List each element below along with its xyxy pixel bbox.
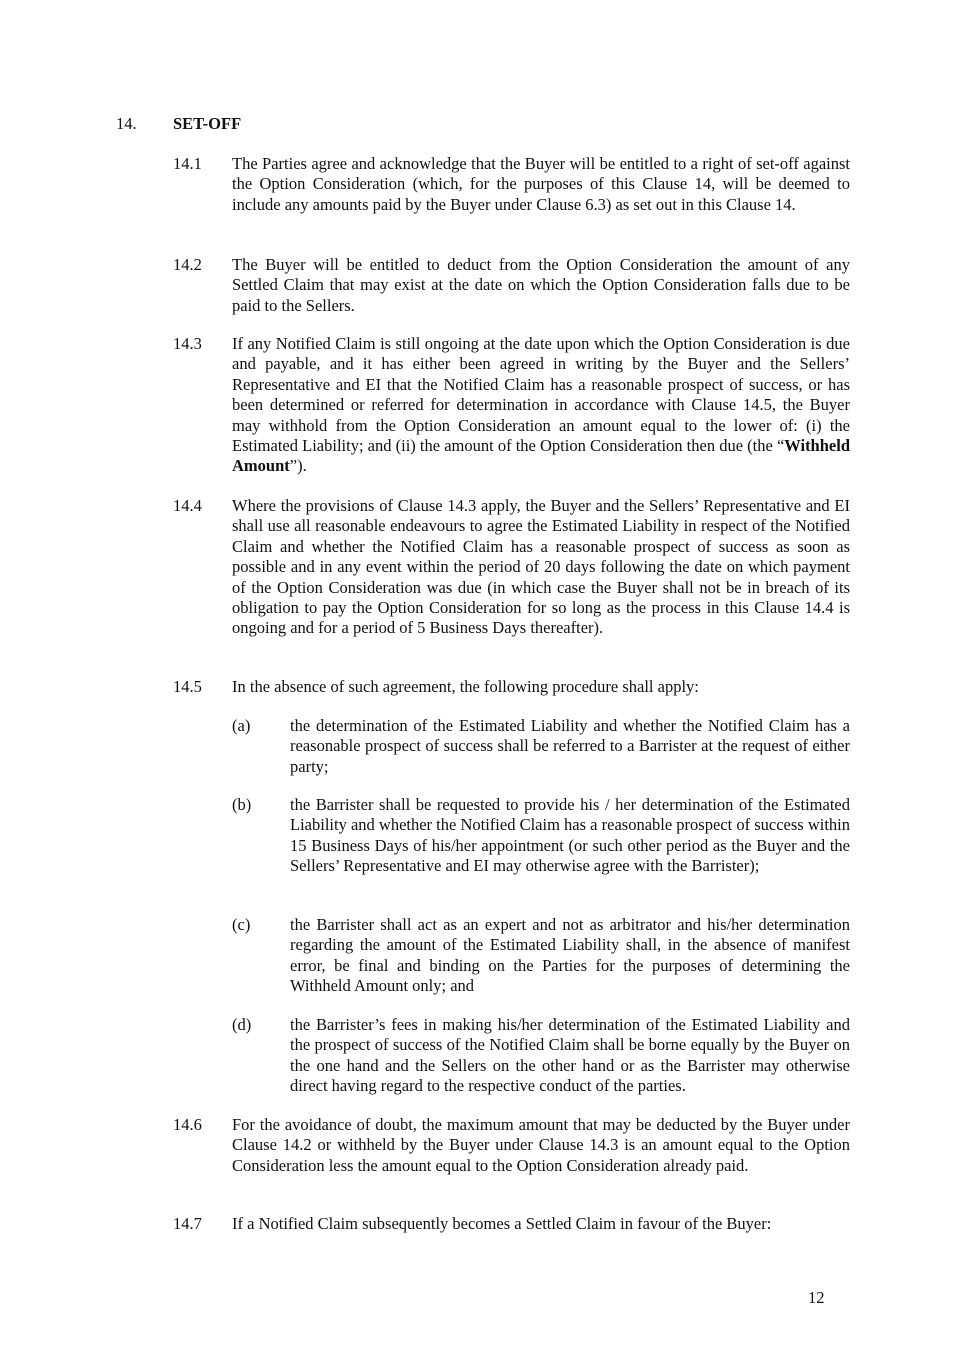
clause-14-2 [173,255,850,316]
clause-14-6 [173,1115,850,1176]
defined-term: Withheld Amount [232,436,850,476]
subclause-c [232,915,850,997]
clause-text-part: If any Notified Claim is still ongoing at the date upon which the Option Consideration is due and payable, and it has either been agreed in writing by the Buyer and the Sellers’ Representative and EI that the Notified Claim has a reasonable prospect of success, or has been determined or referred for determination in accordance with Clause 14.5, the Buyer may withhold from the Option Consideration an amount equal to the lower of: (i) the Estimated Liability; and (ii) the amount of the Option Consideration then due (the “ [232,334,850,456]
clause-text: The Parties agree and acknowledge that the Buyer will be entitled to a right of set-off against the Option Consideration (which, for the purposes of this Clause 14, will be deemed to include any amounts paid by the Buyer under Clause 6.3) as set out in this Clause 14. [232,154,850,214]
clause-14-5 [173,677,850,697]
section-title: SET-OFF [173,114,242,133]
clause-text-part: ”). [289,456,307,476]
subclause-a [232,716,850,777]
clause-14-4 [173,496,850,639]
subclause-b [232,795,850,877]
subclause-number: (d) [232,1015,252,1034]
clause-number: 14.1 [173,154,202,173]
clause-number: 14.6 [173,1115,202,1134]
subclause-text: the Barrister shall be requested to provide his / her determination of the Estimated Liability and whether the Notified Claim has a reasonable prospect of success within 15 Business Days of his/her appointment (or such other period as the Buyer and the Sellers’ Representative and EI may otherwise agree with the Barrister); [290,795,850,876]
clause-number: 14.5 [173,677,202,696]
section-number: 14. [116,114,137,133]
subclause-text: the determination of the Estimated Liability and whether the Notified Claim has a reasonable prospect of success shall be referred to a Barrister at the request of either party; [290,716,850,776]
clause-14-1 [173,154,850,215]
clause-text: Where the provisions of Clause 14.3 apply, the Buyer and the Sellers’ Representative and EI shall use all reasonable endeavours to agree the Estimated Liability in respect of the Notified Claim and whether the Notified Claim has a reasonable prospect of success as soon as possible and in any event within the period of 20 days following the date on which payment of the Option Consideration was due (in which case the Buyer shall not be in breach of its obligation to pay the Option Consideration for so long as the process in this Clause 14.4 is ongoing and for a period of 5 Business Days thereafter). [232,496,850,638]
subclause-text: the Barrister shall act as an expert and not as arbitrator and his/her determination regarding the amount of the Estimated Liability shall, in the absence of manifest error, be final and binding on the Parties for the purposes of determining the Withheld Amount only; and [290,915,850,996]
clause-number: 14.3 [173,334,202,353]
subclause-number: (b) [232,795,252,814]
clause-number: 14.7 [173,1214,202,1233]
subclause-d [232,1015,850,1097]
page-number: 12 [808,1288,825,1307]
clause-text: In the absence of such agreement, the following procedure shall apply: [232,677,699,696]
subclause-number: (c) [232,915,251,934]
clause-number: 14.4 [173,496,202,515]
section-heading [116,114,241,134]
clause-14-7 [173,1214,850,1234]
clause-14-3 [173,334,850,477]
clause-number: 14.2 [173,255,202,274]
clause-text [232,334,850,477]
clause-text: For the avoidance of doubt, the maximum amount that may be deducted by the Buyer under Clause 14.2 or withheld by the Buyer under Clause 14.3 is an amount equal to the Option Consideration less the amount equal to the Option Consideration already paid. [232,1115,850,1175]
subclause-number: (a) [232,716,251,735]
subclause-text: the Barrister’s fees in making his/her determination of the Estimated Liability and the prospect of success of the Notified Claim shall be borne equally by the Buyer on the one hand and the Sellers on the other hand or as the Barrister may otherwise direct having regard to the respective conduct of the parties. [290,1015,850,1096]
clause-text: The Buyer will be entitled to deduct from the Option Consideration the amount of any Settled Claim that may exist at the date on which the Option Consideration falls due to be paid to the Sellers. [232,255,850,315]
clause-text: If a Notified Claim subsequently becomes a Settled Claim in favour of the Buyer: [232,1214,772,1233]
